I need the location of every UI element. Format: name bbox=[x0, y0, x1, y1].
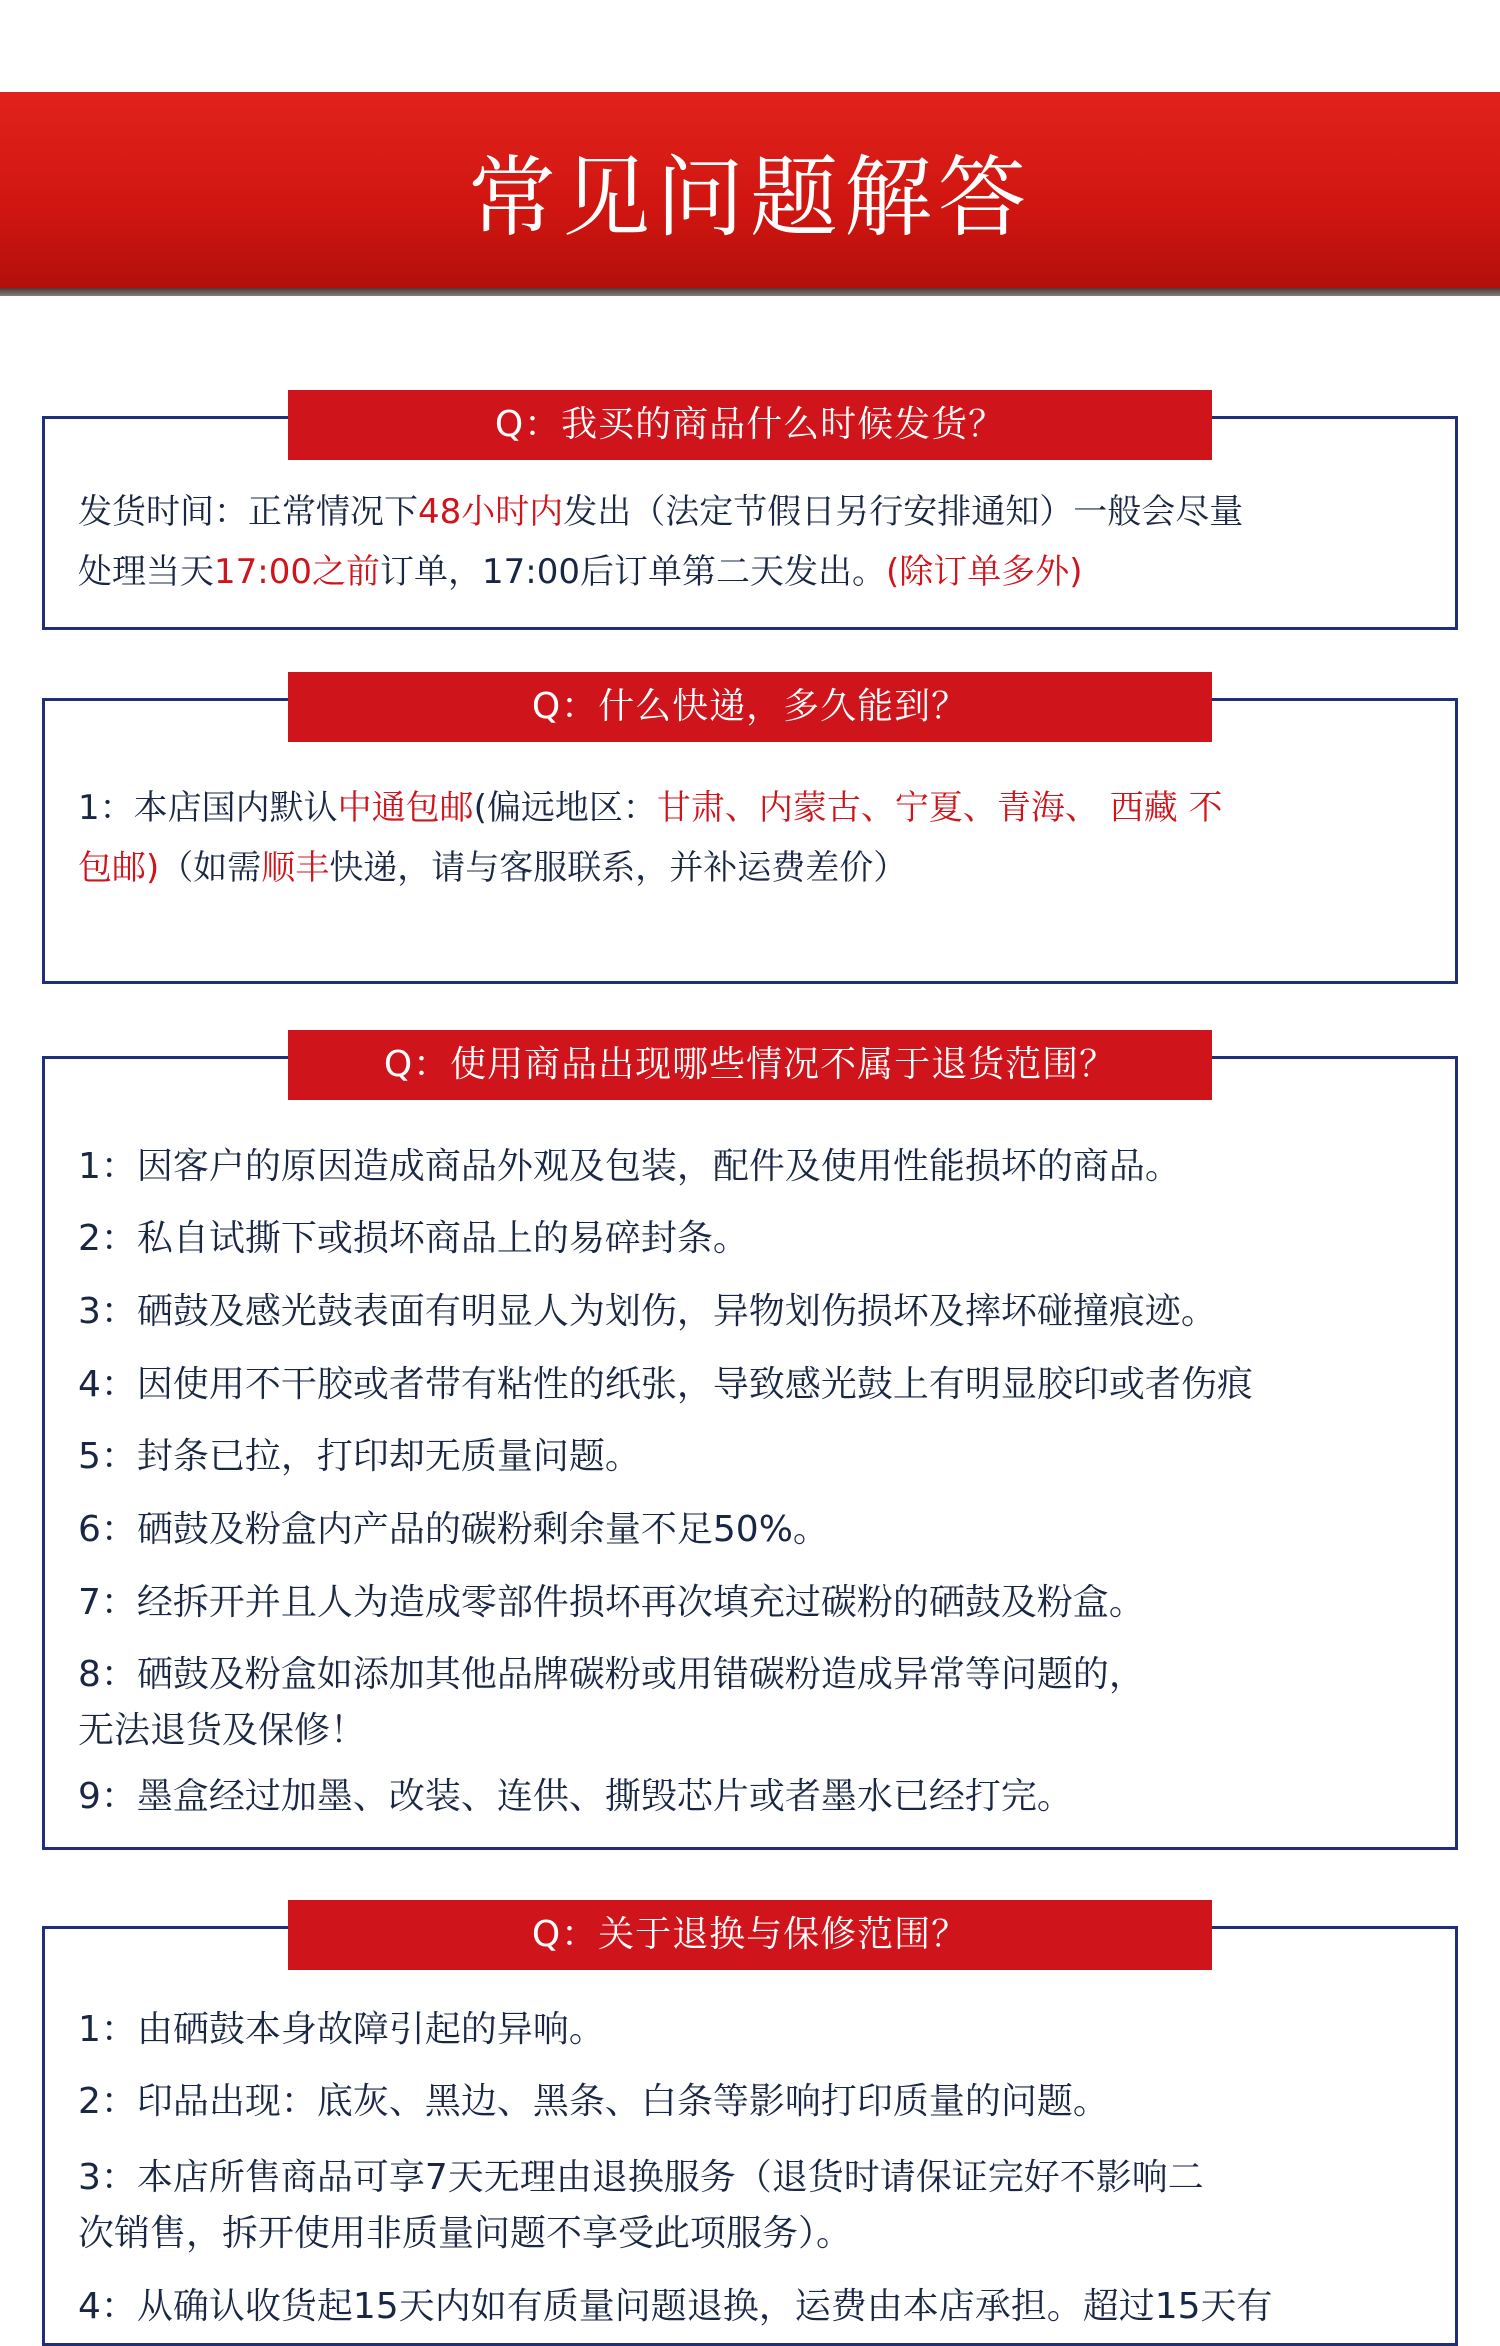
highlight-sf: 顺丰 bbox=[261, 848, 330, 888]
list-item: 6：硒鼓及粉盒内产品的碳粉剩余量不足50%。 bbox=[78, 1509, 829, 1550]
highlight-no-free-shipping: 包邮) bbox=[78, 848, 160, 888]
list-item: 无法退货及保修！ bbox=[78, 1710, 367, 1751]
list-item: 3：硒鼓及感光鼓表面有明显人为划伤，异物划伤损坏及摔坏碰撞痕迹。 bbox=[78, 1291, 1217, 1332]
answer-text: 发货时间：正常情况下 bbox=[78, 492, 418, 532]
list-item: 次销售，拆开使用非质量问题不享受此项服务）。 bbox=[78, 2213, 853, 2254]
highlight-zto: 中通包邮 bbox=[337, 788, 474, 828]
banner-shadow bbox=[0, 288, 1500, 296]
question-label-courier: Q：什么快递，多久能到？ bbox=[288, 672, 1212, 742]
answer-text: 处理当天 bbox=[78, 552, 214, 592]
answer-courier bbox=[78, 778, 1418, 898]
list-item: 5：封条已拉，打印却无质量问题。 bbox=[78, 1436, 641, 1477]
highlight-remote-regions: 甘肃、内蒙古、宁夏、青海、 西藏 不 bbox=[656, 788, 1223, 828]
highlight-cutoff: 17:00之前 bbox=[214, 552, 380, 592]
question-label-non-returnable: Q：使用商品出现哪些情况不属于退货范围？ bbox=[288, 1030, 1212, 1100]
list-item: 3：本店所售商品可享7天无理由退换服务（退货时请保证完好不影响二 bbox=[78, 2157, 1204, 2198]
list-item: 1：因客户的原因造成商品外观及包装，配件及使用性能损坏的商品。 bbox=[78, 1146, 1181, 1187]
answer-text: (偏远地区： bbox=[473, 788, 657, 828]
page-title: 常见问题解答 bbox=[467, 146, 1032, 249]
answer-text: 快递，请与客服联系，并补运费差价） bbox=[329, 848, 908, 888]
answer-text: 发出（法定节假日另行安排通知）一般会尽量 bbox=[563, 492, 1244, 532]
answer-text: 订单，17:00后订单第二天发出。 bbox=[379, 552, 886, 592]
list-item: 2：私自试撕下或损坏商品上的易碎封条。 bbox=[78, 1218, 749, 1259]
highlight-48h: 48小时内 bbox=[418, 492, 564, 532]
list-item: 4：从确认收货起15天内如有质量问题退换，运费由本店承担。超过15天有 bbox=[78, 2286, 1273, 2327]
highlight-exception: (除订单多外) bbox=[885, 552, 1083, 592]
list-item: 4：因使用不干胶或者带有粘性的纸张，导致感光鼓上有明显胶印或者伤痕 bbox=[78, 1364, 1253, 1405]
question-label-shipping-time: Q：我买的商品什么时候发货？ bbox=[288, 390, 1212, 460]
list-item: 2：印品出现：底灰、黑边、黑条、白条等影响打印质量的问题。 bbox=[78, 2081, 1109, 2122]
list-item: 8：硒鼓及粉盒如添加其他品牌碳粉或用错碳粉造成异常等问题的， bbox=[78, 1654, 1145, 1695]
list-item: 7：经拆开并且人为造成零部件损坏再次填充过碳粉的硒鼓及粉盒。 bbox=[78, 1582, 1145, 1623]
list-item: 1：由硒鼓本身故障引起的异响。 bbox=[78, 2009, 605, 2050]
list-item: 9：墨盒经过加墨、改装、连供、撕毁芯片或者墨水已经打完。 bbox=[78, 1776, 1073, 1817]
answer-text: 1：本店国内默认 bbox=[78, 788, 338, 828]
answer-text: （如需 bbox=[159, 848, 262, 888]
question-label-warranty: Q：关于退换与保修范围？ bbox=[288, 1900, 1212, 1970]
answer-shipping-time bbox=[78, 482, 1418, 602]
